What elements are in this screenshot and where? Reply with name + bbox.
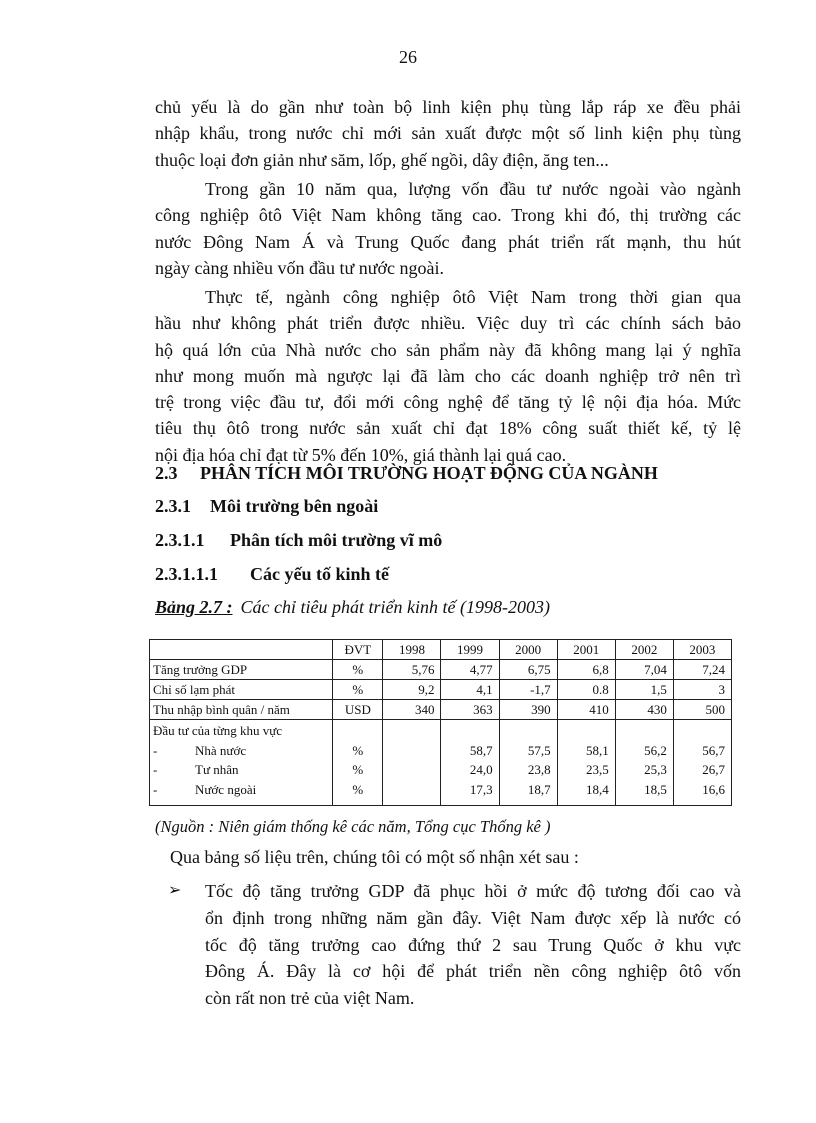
table-header-unit: ĐVT (333, 640, 383, 660)
heading-number: 2.3.1.1.1 (155, 564, 218, 584)
text-line: Đông Á. Đây là cơ hội để phát triển nền công nghiệp ôtô vốn (205, 961, 741, 982)
table-cell: 340 (383, 700, 441, 720)
text-line: thuộc loại đơn giản như săm, lốp, ghế ngồi, dây điện, ăng ten... (155, 149, 609, 170)
section-heading-2-3-1-1-1 (155, 564, 389, 585)
row-unit: % (352, 762, 364, 777)
table-caption-label: Bảng 2.7 : (155, 597, 233, 617)
table-cell: 1,5 (615, 680, 673, 700)
row-unit: % (333, 660, 383, 680)
arrow-bullet-icon: ➢ (168, 882, 182, 899)
table-cell: 9,2 (383, 680, 441, 700)
table-cell: 56,2 (644, 742, 667, 758)
table-cell: 3 (673, 680, 731, 700)
table-cell: 5,76 (383, 660, 441, 680)
row-label: Thu nhập bình quân / năm (150, 700, 333, 720)
table-cell: 18,4 (586, 781, 609, 797)
table-row-investment (150, 720, 732, 806)
row-unit: % (352, 742, 364, 758)
table-cell: 25,3 (644, 762, 667, 777)
table-row (150, 700, 732, 720)
investment-year-cell (383, 720, 441, 806)
heading-text: Phân tích môi trường vĩ mô (230, 530, 443, 550)
table-caption (155, 597, 550, 618)
table-cell: 17,3 (469, 781, 493, 797)
row-unit: % (352, 781, 364, 797)
investment-year-cell (673, 720, 731, 806)
table-cell (386, 780, 434, 800)
text-line: tiêu thụ ôtô trong nước sản xuất chỉ đạt 18% công suất thiết kế, tỷ lệ (155, 418, 741, 439)
section-heading-2-3 (155, 463, 658, 484)
section-heading-2-3-1-1 (155, 530, 442, 551)
table-cell: 4,77 (441, 660, 499, 680)
text-line: Thực tế, ngành công nghiệp ôtô Việt Nam trong thời gian qua (205, 287, 741, 307)
table-header-year: 2000 (499, 640, 557, 660)
heading-text: Các yếu tố kinh tế (250, 564, 389, 584)
investment-year-cell (615, 720, 673, 806)
text-line: nội địa hóa chỉ đạt từ 5% đến 10%, giá thành lại quá cao. (155, 444, 567, 465)
text-line: trệ trong việc đầu tư, đổi mới công nghệ để tăng tỷ lệ nội địa hóa. Mức (155, 392, 741, 413)
table-cell: 23,5 (586, 762, 609, 777)
paragraph-3 (155, 284, 741, 468)
table-header-year: 2002 (615, 640, 673, 660)
text-line: như mong muốn mà ngược lại đã làm cho các doanh nghiệp trở nên trì (155, 365, 741, 386)
text-line: hộ quá lớn của Nhà nước cho sản phẩm này đã không mang lại ý nghĩa (155, 339, 741, 360)
row-label: Chỉ số lạm phát (150, 680, 333, 700)
table-header-year: 2003 (673, 640, 731, 660)
table-cell (386, 741, 434, 761)
table-cell: 430 (615, 700, 673, 720)
investment-label-cell (150, 720, 333, 806)
paragraph-2 (155, 176, 741, 281)
section-heading-2-3-1 (155, 496, 378, 517)
heading-text: Môi trường bên ngoài (210, 496, 379, 516)
table-cell: 410 (557, 700, 615, 720)
heading-number: 2.3.1.1 (155, 530, 205, 550)
table-header-year: 2001 (557, 640, 615, 660)
table-cell: 57,5 (527, 742, 551, 758)
table-cell: 18,7 (527, 781, 551, 797)
table-cell: 6,75 (499, 660, 557, 680)
table-cell: 6,8 (557, 660, 615, 680)
table-row (150, 680, 732, 700)
table-cell (386, 760, 434, 780)
table-cell: 23,8 (527, 762, 551, 777)
investment-sub-row (153, 741, 329, 761)
table-cell: 390 (499, 700, 557, 720)
investment-year-cell (557, 720, 615, 806)
investment-unit-cell (333, 720, 383, 806)
table-cell: -1,7 (499, 680, 557, 700)
row-unit: USD (333, 700, 383, 720)
table-cell: 7,04 (615, 660, 673, 680)
investment-sub-row (153, 780, 329, 800)
text-line: ngày càng nhiều vốn đầu tư nước ngoài. (155, 257, 444, 278)
investment-title: Đầu tư của từng khu vực (153, 723, 283, 738)
investment-sub-row (153, 760, 329, 780)
text-line: hầu như không phát triển được nhiều. Việc duy trì các chính sách bảo (155, 313, 741, 334)
table-cell: 16,6 (702, 781, 725, 797)
text-line: nước Đông Nam Á và Trung Quốc đang phát triển rất mạnh, thu hút (155, 231, 741, 252)
heading-number: 2.3.1 (155, 496, 191, 516)
table-header-row (150, 640, 732, 660)
dash: - (153, 742, 158, 758)
heading-number: 2.3 (155, 463, 178, 483)
page-number: 26 (399, 47, 417, 67)
table-cell: 56,7 (702, 742, 725, 758)
paragraph-1 (155, 94, 741, 173)
investment-year-cell (499, 720, 557, 806)
table-cell: 58,1 (586, 742, 609, 758)
table-source-note: (Nguồn : Niên giám thống kê các năm, Tổng cục Thống kê ) (155, 817, 551, 836)
investment-year-cell (441, 720, 499, 806)
sub-label: Nhà nước (195, 742, 247, 758)
row-unit: % (333, 680, 383, 700)
text-line: còn rất non trẻ của việt Nam. (205, 988, 415, 1009)
table-row (150, 660, 732, 680)
table-header-year: 1998 (383, 640, 441, 660)
text-line: Trong gần 10 năm qua, lượng vốn đầu tư nước ngoài vào ngành (205, 179, 741, 199)
table-cell: 26,7 (702, 762, 725, 777)
table-cell: 500 (673, 700, 731, 720)
text-line: nhập khẩu, trong nước chỉ mới sản xuất được một số linh kiện phụ tùng (155, 123, 741, 144)
bullet-item-1 (205, 878, 741, 1012)
table-cell: 58,7 (469, 742, 493, 758)
text-line: ổn định trong những năm gần đây. Việt Nam được xếp là nước có (205, 907, 741, 928)
sub-label: Nước ngoài (195, 781, 257, 797)
table-cell: 18,5 (644, 781, 667, 797)
table-cell: 7,24 (673, 660, 731, 680)
table-header-empty (150, 640, 333, 660)
dash: - (153, 762, 158, 777)
text-line: Tốc độ tăng trưởng GDP đã phục hồi ở mức độ tương đối cao và (205, 881, 741, 901)
heading-text: PHÂN TÍCH MÔI TRƯỜNG HOẠT ĐỘNG CỦA NGÀNH (200, 463, 658, 483)
table-cell: 24,0 (469, 762, 493, 777)
table-cell: 363 (441, 700, 499, 720)
table-cell: 4,1 (441, 680, 499, 700)
text-line: công nghiệp ôtô Việt Nam không tăng cao. Trong khi đó, thị trường các (155, 205, 741, 226)
intro-sentence: Qua bảng số liệu trên, chúng tôi có một số nhận xét sau : (170, 847, 579, 867)
text-line: chủ yếu là do gần như toàn bộ linh kiện phụ tùng lắp ráp xe đều phải (155, 97, 741, 117)
table-caption-title: Các chỉ tiêu phát triển kinh tế (1998-2003) (240, 597, 550, 617)
dash: - (153, 781, 158, 797)
row-label: Tăng trưởng GDP (150, 660, 333, 680)
table-header-year: 1999 (441, 640, 499, 660)
table-cell: 0.8 (557, 680, 615, 700)
economic-indicators-table (149, 639, 732, 806)
sub-label: Tư nhân (195, 762, 239, 777)
text-line: tốc độ tăng trưởng cao đứng thứ 2 sau Trung Quốc ở khu vực (205, 934, 741, 955)
